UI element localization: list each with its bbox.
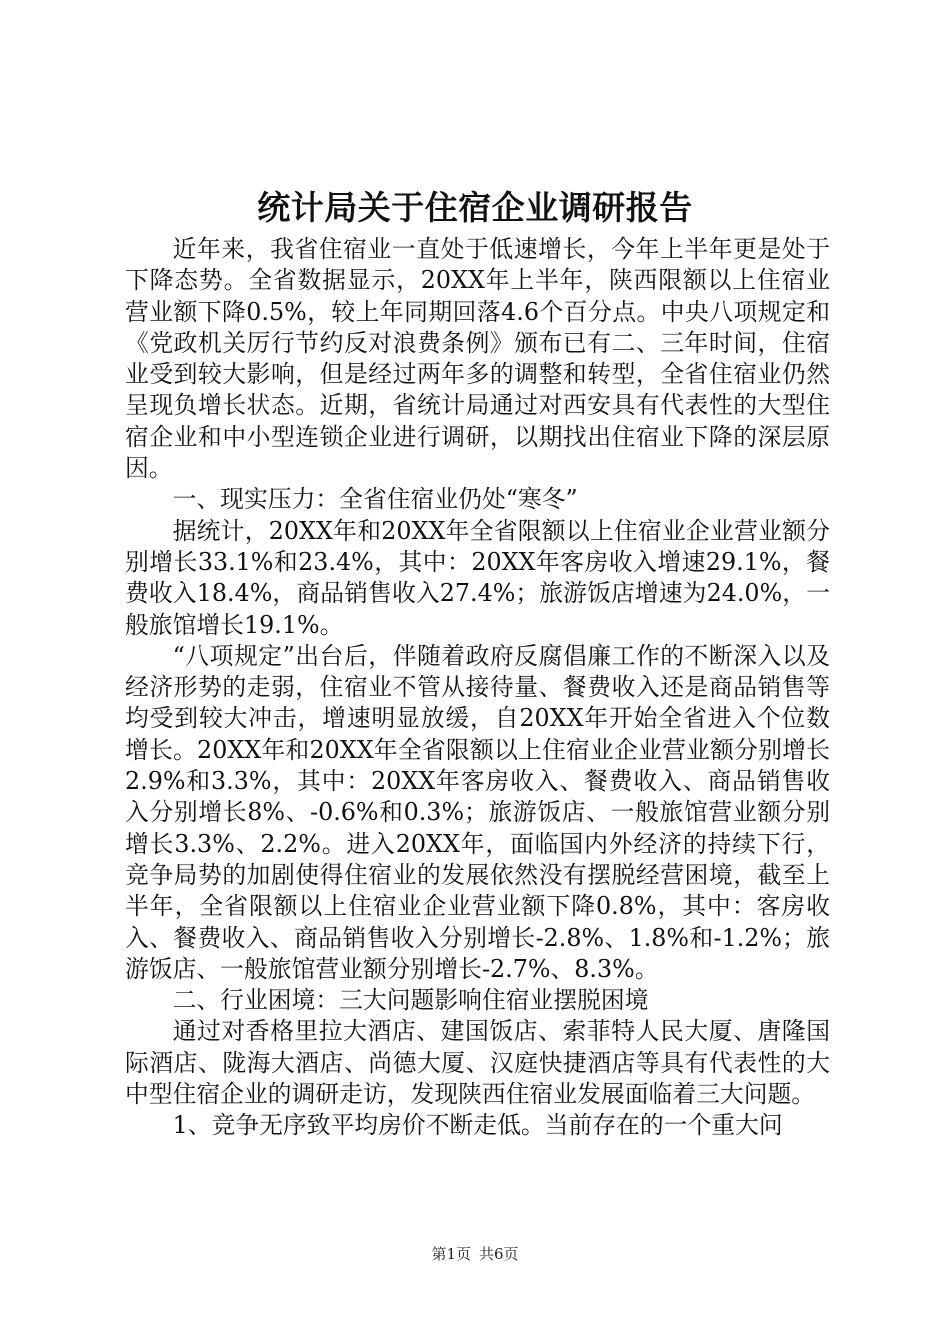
paragraph-survey: 通过对香格里拉大酒店、建国饭店、索菲特人民大厦、唐隆国际酒店、陇海大酒店、尚德大厦、汉庭快捷酒店等具有代表性的大中型住宿企业的调研走访，发现陕西住宿业发展面临着三大问题。	[125, 1017, 830, 1109]
document-body	[125, 234, 830, 1142]
section-heading-1: 一、现实压力：全省住宿业仍处“寒冬”	[172, 485, 578, 514]
page-footer	[0, 1244, 950, 1264]
paragraph-issue-1: 1、竞争无序致平均房价不断走低。当前存在的一个重大问	[172, 1111, 783, 1140]
page-total: 共6页	[479, 1245, 519, 1263]
paragraph-eight-rules: “八项规定”出台后，伴随着政府反腐倡廉工作的不断深入以及经济形势的走弱，住宿业不管从接待量、餐费收入还是商品销售等均受到较大冲击，增速明显放缓，自20XX年开始全省进入个位数增长。20XX年和20XX年全省限额以上住宿业企业营业额分别增长2.9%和3.3%，其中：20XX年客房收入、餐费收入、商品销售收入分别增长8%、-0.6%和0.3%；旅游饭店、一般旅馆营业额分别增长3.3%、2.2%。进入20XX年，面临国内外经济的持续下行，竞争局势的加剧使得住宿业的发展依然没有摆脱经营困境，截至上半年，全省限额以上住宿业企业营业额下降0.8%，其中：客房收入、餐费收入、商品销售收入分别增长-2.8%、1.8%和-1.2%；旅游饭店、一般旅馆营业额分别增长-2.7%、8.3%。	[125, 641, 830, 983]
paragraph-statistics: 据统计，20XX年和20XX年全省限额以上住宿业企业营业额分别增长33.1%和23.4%，其中：20XX年客房收入增速29.1%，餐费收入18.4%，商品销售收入27.4%；旅游饭店增速为24.0%，一般旅馆增长19.1%。	[125, 516, 830, 639]
section-heading-2: 二、行业困境：三大问题影响住宿业摆脱困境	[172, 986, 649, 1015]
paragraph-intro: 近年来，我省住宿业一直处于低速增长，今年上半年更是处于下降态势。全省数据显示，20XX年上半年，陕西限额以上住宿业营业额下降0.5%，较上年同期回落4.6个百分点。中央八项规定和《党政机关厉行节约反对浪费条例》颁布已有二、三年时间，住宿业受到较大影响，但是经过两年多的调整和转型，全省住宿业仍然呈现负增长状态。近期，省统计局通过对西安具有代表性的大型住宿企业和中小型连锁企业进行调研，以期找出住宿业下降的深层原因。	[125, 235, 830, 483]
document-title: 统计局关于住宿企业调研报告	[257, 188, 693, 227]
page-number: 第1页	[431, 1245, 471, 1263]
